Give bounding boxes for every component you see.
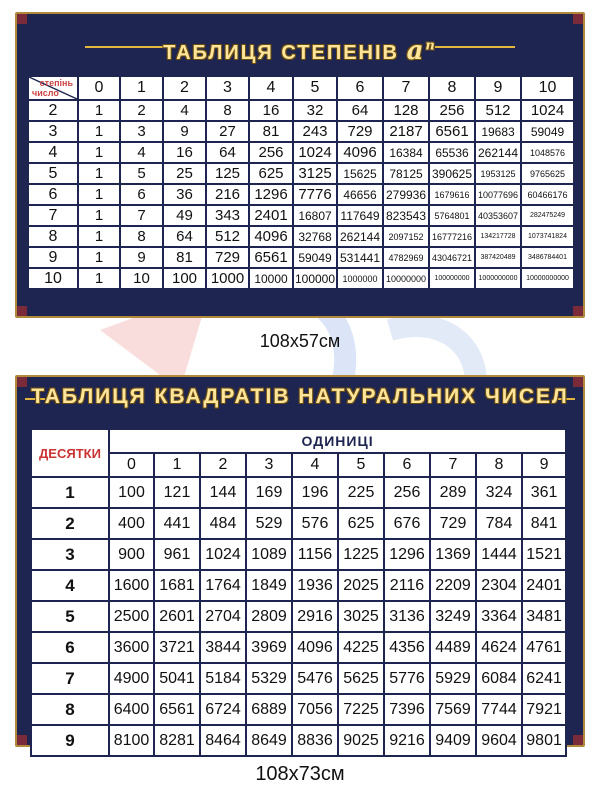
square-cell: 400 xyxy=(109,508,154,539)
power-cell: 4 xyxy=(163,100,206,121)
powers-size-label: 108x57см xyxy=(259,331,341,351)
square-cell: 1089 xyxy=(246,539,292,570)
table-row xyxy=(28,205,574,226)
squares-table xyxy=(30,428,567,757)
base-cell: 5 xyxy=(28,163,78,184)
square-cell: 6724 xyxy=(200,694,246,725)
square-cell: 1600 xyxy=(109,570,154,601)
square-cell: 9025 xyxy=(338,725,384,756)
square-cell: 6889 xyxy=(246,694,292,725)
table-row xyxy=(28,142,574,163)
power-cell: 59049 xyxy=(293,247,337,268)
power-cell: 343 xyxy=(206,205,249,226)
power-cell: 262144 xyxy=(337,226,383,247)
power-cell: 9 xyxy=(120,247,163,268)
tens-cell: 2 xyxy=(31,508,109,539)
power-cell: 6561 xyxy=(429,121,475,142)
square-cell: 1849 xyxy=(246,570,292,601)
square-cell: 6241 xyxy=(522,663,566,694)
square-cell: 8100 xyxy=(109,725,154,756)
power-cell: 78125 xyxy=(383,163,429,184)
square-cell: 196 xyxy=(292,477,338,508)
power-cell: 823543 xyxy=(383,205,429,226)
power-cell: 279936 xyxy=(383,184,429,205)
table-row xyxy=(28,226,574,247)
square-cell: 4096 xyxy=(292,632,338,663)
power-cell: 81 xyxy=(163,247,206,268)
exponent-header: 1 xyxy=(120,76,163,100)
base-cell: 9 xyxy=(28,247,78,268)
square-cell: 5625 xyxy=(338,663,384,694)
exponent-header: 9 xyxy=(475,76,521,100)
power-cell: 256 xyxy=(249,142,293,163)
square-cell: 256 xyxy=(384,477,430,508)
power-cell: 2401 xyxy=(249,205,293,226)
table-row xyxy=(28,121,574,142)
square-cell: 7569 xyxy=(430,694,476,725)
corner-decor xyxy=(573,735,583,745)
power-cell: 16384 xyxy=(383,142,429,163)
units-digit-header: 4 xyxy=(292,453,338,477)
power-cell: 40353607 xyxy=(475,205,521,226)
table-row xyxy=(31,725,566,756)
power-cell: 216 xyxy=(206,184,249,205)
square-cell: 3969 xyxy=(246,632,292,663)
power-cell: 9765625 xyxy=(521,163,574,184)
power-cell: 16 xyxy=(163,142,206,163)
square-cell: 3249 xyxy=(430,601,476,632)
square-cell: 225 xyxy=(338,477,384,508)
square-cell: 4225 xyxy=(338,632,384,663)
square-cell: 289 xyxy=(430,477,476,508)
square-cell: 1764 xyxy=(200,570,246,601)
square-cell: 2809 xyxy=(246,601,292,632)
power-cell: 1000 xyxy=(206,268,249,289)
power-cell: 1 xyxy=(78,268,120,289)
table-row xyxy=(31,477,566,508)
power-cell: 282475249 xyxy=(521,205,574,226)
square-cell: 7744 xyxy=(476,694,522,725)
tens-header: ДЕСЯТКИ xyxy=(31,429,109,477)
square-cell: 144 xyxy=(200,477,246,508)
exponent-header: 5 xyxy=(293,76,337,100)
base-cell: 4 xyxy=(28,142,78,163)
power-cell: 64 xyxy=(206,142,249,163)
power-cell: 729 xyxy=(206,247,249,268)
square-cell: 9216 xyxy=(384,725,430,756)
square-cell: 1936 xyxy=(292,570,338,601)
square-cell: 3364 xyxy=(476,601,522,632)
square-cell: 676 xyxy=(384,508,430,539)
power-cell: 1 xyxy=(78,205,120,226)
power-cell: 1 xyxy=(78,142,120,163)
power-cell: 7 xyxy=(120,205,163,226)
square-cell: 2304 xyxy=(476,570,522,601)
power-cell: 625 xyxy=(249,163,293,184)
square-cell: 5184 xyxy=(200,663,246,694)
tens-cell: 8 xyxy=(31,694,109,725)
power-cell: 4782969 xyxy=(383,247,429,268)
square-cell: 8836 xyxy=(292,725,338,756)
power-cell: 10077696 xyxy=(475,184,521,205)
power-cell: 1 xyxy=(78,100,120,121)
table-row xyxy=(31,601,566,632)
power-cell: 2097152 xyxy=(383,226,429,247)
power-cell: 117649 xyxy=(337,205,383,226)
tens-cell: 4 xyxy=(31,570,109,601)
power-cell: 5764801 xyxy=(429,205,475,226)
square-cell: 1024 xyxy=(200,539,246,570)
power-cell: 1 xyxy=(78,163,120,184)
units-header: ОДИНИЦІ xyxy=(109,429,566,453)
power-cell: 8 xyxy=(120,226,163,247)
power-cell: 4096 xyxy=(249,226,293,247)
power-cell: 125 xyxy=(206,163,249,184)
units-digit-header: 3 xyxy=(246,453,292,477)
power-cell: 65536 xyxy=(429,142,475,163)
power-cell: 512 xyxy=(206,226,249,247)
power-cell: 1296 xyxy=(249,184,293,205)
power-cell: 64 xyxy=(337,100,383,121)
corner-decor xyxy=(17,735,27,745)
square-cell: 7056 xyxy=(292,694,338,725)
power-cell: 3486784401 xyxy=(521,247,574,268)
square-cell: 7396 xyxy=(384,694,430,725)
power-cell: 100 xyxy=(163,268,206,289)
square-cell: 625 xyxy=(338,508,384,539)
power-cell: 10000000000 xyxy=(521,268,574,289)
square-cell: 441 xyxy=(154,508,200,539)
square-cell: 729 xyxy=(430,508,476,539)
power-cell: 10000 xyxy=(249,268,293,289)
powers-title: ТАБЛИЦЯ СТЕПЕНІВ $a^n$ xyxy=(163,36,437,66)
power-cell: 1000000 xyxy=(337,268,383,289)
square-cell: 576 xyxy=(292,508,338,539)
square-cell: 7921 xyxy=(522,694,566,725)
power-cell: 1073741824 xyxy=(521,226,574,247)
power-cell: 10000000 xyxy=(383,268,429,289)
square-cell: 8464 xyxy=(200,725,246,756)
square-cell: 961 xyxy=(154,539,200,570)
power-cell: 1 xyxy=(78,247,120,268)
corner-header: степінь число xyxy=(28,76,78,100)
base-cell: 7 xyxy=(28,205,78,226)
square-cell: 5776 xyxy=(384,663,430,694)
square-cell: 784 xyxy=(476,508,522,539)
square-cell: 361 xyxy=(522,477,566,508)
power-cell: 25 xyxy=(163,163,206,184)
units-digit-header: 2 xyxy=(200,453,246,477)
power-cell: 387420489 xyxy=(475,247,521,268)
power-cell: 100000 xyxy=(293,268,337,289)
tens-cell: 1 xyxy=(31,477,109,508)
square-cell: 5041 xyxy=(154,663,200,694)
power-cell: 32768 xyxy=(293,226,337,247)
power-cell: 46656 xyxy=(337,184,383,205)
power-cell: 81 xyxy=(249,121,293,142)
power-cell: 16777216 xyxy=(429,226,475,247)
power-cell: 1 xyxy=(78,184,120,205)
power-cell: 16807 xyxy=(293,205,337,226)
corner-decor xyxy=(17,14,27,24)
power-cell: 10 xyxy=(120,268,163,289)
table-row xyxy=(31,632,566,663)
tens-cell: 7 xyxy=(31,663,109,694)
power-cell: 1953125 xyxy=(475,163,521,184)
units-digit-header: 0 xyxy=(109,453,154,477)
power-cell: 2 xyxy=(120,100,163,121)
square-cell: 121 xyxy=(154,477,200,508)
table-row xyxy=(31,570,566,601)
square-cell: 5329 xyxy=(246,663,292,694)
power-cell: 6561 xyxy=(249,247,293,268)
square-cell: 1444 xyxy=(476,539,522,570)
power-cell: 512 xyxy=(475,100,521,121)
power-cell: 36 xyxy=(163,184,206,205)
power-cell: 4096 xyxy=(337,142,383,163)
table-row xyxy=(28,163,574,184)
square-cell: 1681 xyxy=(154,570,200,601)
square-cell: 1521 xyxy=(522,539,566,570)
table-row xyxy=(31,663,566,694)
power-cell: 4 xyxy=(120,142,163,163)
table-row xyxy=(31,539,566,570)
square-cell: 484 xyxy=(200,508,246,539)
power-cell: 1024 xyxy=(293,142,337,163)
power-cell: 3 xyxy=(120,121,163,142)
units-digit-header: 7 xyxy=(430,453,476,477)
power-cell: 3125 xyxy=(293,163,337,184)
units-digit-header: 1 xyxy=(154,453,200,477)
square-cell: 1225 xyxy=(338,539,384,570)
squares-size-label: 108x73см xyxy=(255,763,345,785)
base-cell: 6 xyxy=(28,184,78,205)
square-cell: 2116 xyxy=(384,570,430,601)
square-cell: 9604 xyxy=(476,725,522,756)
power-cell: 531441 xyxy=(337,247,383,268)
power-cell: 27 xyxy=(206,121,249,142)
power-cell: 1024 xyxy=(521,100,574,121)
square-cell: 6561 xyxy=(154,694,200,725)
power-cell: 1 xyxy=(78,226,120,247)
power-cell: 16 xyxy=(249,100,293,121)
square-cell: 1369 xyxy=(430,539,476,570)
exponent-header: 2 xyxy=(163,76,206,100)
square-cell: 3600 xyxy=(109,632,154,663)
exponent-header: 10 xyxy=(521,76,574,100)
power-cell: 15625 xyxy=(337,163,383,184)
power-cell: 390625 xyxy=(429,163,475,184)
square-cell: 529 xyxy=(246,508,292,539)
square-cell: 2916 xyxy=(292,601,338,632)
square-cell: 2401 xyxy=(522,570,566,601)
power-cell: 8 xyxy=(206,100,249,121)
square-cell: 9409 xyxy=(430,725,476,756)
power-cell: 49 xyxy=(163,205,206,226)
square-cell: 5929 xyxy=(430,663,476,694)
table-row xyxy=(28,100,574,121)
table-row xyxy=(31,694,566,725)
exponent-header: 8 xyxy=(429,76,475,100)
power-cell: 243 xyxy=(293,121,337,142)
power-cell: 1000000000 xyxy=(475,268,521,289)
square-cell: 1296 xyxy=(384,539,430,570)
power-cell: 1048576 xyxy=(521,142,574,163)
square-cell: 5476 xyxy=(292,663,338,694)
square-cell: 2500 xyxy=(109,601,154,632)
power-cell: 32 xyxy=(293,100,337,121)
power-cell: 256 xyxy=(429,100,475,121)
square-cell: 1156 xyxy=(292,539,338,570)
square-cell: 9801 xyxy=(522,725,566,756)
square-cell: 100 xyxy=(109,477,154,508)
power-cell: 100000000 xyxy=(429,268,475,289)
square-cell: 8649 xyxy=(246,725,292,756)
square-cell: 4356 xyxy=(384,632,430,663)
table-row xyxy=(28,268,574,289)
square-cell: 2601 xyxy=(154,601,200,632)
power-cell: 2187 xyxy=(383,121,429,142)
power-cell: 7776 xyxy=(293,184,337,205)
power-cell: 128 xyxy=(383,100,429,121)
square-cell: 4624 xyxy=(476,632,522,663)
exponent-header: 0 xyxy=(78,76,120,100)
corner-decor xyxy=(573,306,583,316)
power-cell: 1 xyxy=(78,121,120,142)
table-row xyxy=(31,508,566,539)
exponent-header: 7 xyxy=(383,76,429,100)
power-cell: 134217728 xyxy=(475,226,521,247)
tens-cell: 9 xyxy=(31,725,109,756)
square-cell: 4900 xyxy=(109,663,154,694)
power-cell: 59049 xyxy=(521,121,574,142)
tens-cell: 6 xyxy=(31,632,109,663)
square-cell: 8281 xyxy=(154,725,200,756)
square-cell: 6400 xyxy=(109,694,154,725)
square-cell: 3844 xyxy=(200,632,246,663)
square-cell: 3721 xyxy=(154,632,200,663)
table-row xyxy=(28,247,574,268)
power-cell: 60466176 xyxy=(521,184,574,205)
power-cell: 64 xyxy=(163,226,206,247)
table-row xyxy=(28,184,574,205)
power-cell: 19683 xyxy=(475,121,521,142)
square-cell: 4761 xyxy=(522,632,566,663)
exponent-header: 4 xyxy=(249,76,293,100)
square-cell: 6084 xyxy=(476,663,522,694)
base-cell: 10 xyxy=(28,268,78,289)
square-cell: 324 xyxy=(476,477,522,508)
square-cell: 7225 xyxy=(338,694,384,725)
square-cell: 169 xyxy=(246,477,292,508)
squares-title: ТАБЛИЦЯ КВАДРАТІВ НАТУРАЛЬНИХ ЧИСЕЛ xyxy=(31,385,569,408)
square-cell: 2025 xyxy=(338,570,384,601)
square-cell: 2704 xyxy=(200,601,246,632)
units-digit-header: 6 xyxy=(384,453,430,477)
square-cell: 900 xyxy=(109,539,154,570)
base-cell: 3 xyxy=(28,121,78,142)
tens-cell: 3 xyxy=(31,539,109,570)
exponent-header: 3 xyxy=(206,76,249,100)
power-cell: 1679616 xyxy=(429,184,475,205)
base-cell: 8 xyxy=(28,226,78,247)
square-cell: 841 xyxy=(522,508,566,539)
square-cell: 2209 xyxy=(430,570,476,601)
square-cell: 3136 xyxy=(384,601,430,632)
powers-table xyxy=(27,75,575,290)
corner-decor xyxy=(573,14,583,24)
units-digit-header: 9 xyxy=(522,453,566,477)
power-cell: 262144 xyxy=(475,142,521,163)
corner-decor xyxy=(17,306,27,316)
exponent-header: 6 xyxy=(337,76,383,100)
base-cell: 2 xyxy=(28,100,78,121)
power-cell: 6 xyxy=(120,184,163,205)
square-cell: 3481 xyxy=(522,601,566,632)
tens-cell: 5 xyxy=(31,601,109,632)
power-cell: 5 xyxy=(120,163,163,184)
units-digit-header: 8 xyxy=(476,453,522,477)
power-cell: 43046721 xyxy=(429,247,475,268)
power-cell: 729 xyxy=(337,121,383,142)
square-cell: 3025 xyxy=(338,601,384,632)
square-cell: 4489 xyxy=(430,632,476,663)
power-cell: 9 xyxy=(163,121,206,142)
units-digit-header: 5 xyxy=(338,453,384,477)
